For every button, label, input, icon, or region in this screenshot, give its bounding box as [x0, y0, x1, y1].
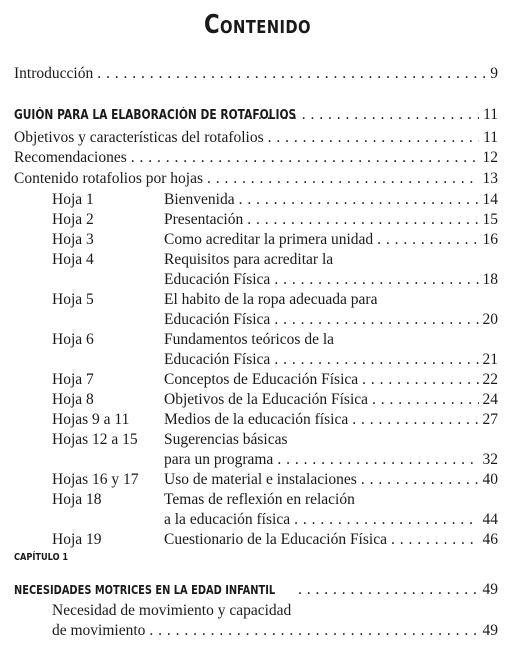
toc-entry-necesidad-movimiento[interactable]: [52, 621, 498, 641]
toc-page-number: 9: [490, 65, 498, 82]
sheet-name: Hoja 3: [52, 231, 94, 248]
sheet-name: Hoja 1: [52, 191, 94, 208]
sheet-title-line2: para un programa: [164, 451, 274, 468]
sheet-title-line2: Educación Física: [164, 311, 271, 328]
toc-page-number: 12: [482, 149, 498, 166]
sheet-name: Hoja 5: [52, 291, 94, 308]
toc-entry-label: Recomendaciones: [14, 149, 127, 166]
sheet-name: Hojas 12 a 15: [52, 431, 138, 448]
toc-page-number: 46: [482, 531, 498, 548]
toc-entry-sheet[interactable]: [164, 390, 498, 410]
sheet-title: Bienvenida: [164, 191, 235, 208]
toc-section-guion[interactable]: [14, 105, 498, 125]
dot-leader: [149, 621, 478, 641]
sheet-name: Hoja 19: [52, 531, 102, 548]
toc-section-label: NECESIDADES MOTRICES EN LA EDAD INFANTIL: [14, 583, 276, 597]
sheet-title-line1: Requisitos para acreditar la: [164, 251, 334, 268]
dot-leader: [372, 390, 478, 410]
dot-leader: [377, 230, 478, 250]
toc-page-number: 11: [483, 129, 498, 146]
toc-entry-sheet[interactable]: [164, 450, 498, 470]
dot-leader: [131, 148, 479, 168]
dot-leader: [274, 350, 478, 370]
toc-page-number: 14: [482, 191, 498, 208]
dot-leader: [247, 210, 478, 230]
sheet-name: Hoja 18: [52, 491, 102, 508]
sheet-title-line1: Temas de reflexión en relación: [164, 491, 355, 508]
sheet-name: Hoja 6: [52, 331, 94, 348]
toc-page-number: 11: [483, 106, 498, 123]
sheet-name: Hoja 7: [52, 371, 94, 388]
toc-entry-label-line1: Necesidad de movimiento y capacidad: [52, 602, 292, 619]
toc-entry-label-line2: de movimiento: [52, 622, 146, 639]
toc-page-number: 15: [482, 211, 498, 228]
sheet-title-line2: Educación Física: [164, 351, 271, 368]
dot-leader: [362, 370, 478, 390]
toc-page-number: 40: [482, 471, 498, 488]
toc-page-number: 44: [482, 511, 498, 528]
dot-leader: [294, 510, 478, 530]
toc-page-number: 24: [482, 391, 498, 408]
toc-entry-sheet[interactable]: [164, 350, 498, 370]
toc-entry-sheet[interactable]: [164, 270, 498, 290]
chapter-heading: [14, 548, 214, 568]
sheet-title-line1: El habito de la ropa adecuada para: [164, 291, 378, 308]
dot-leader: [97, 64, 486, 84]
dot-leader: [274, 270, 478, 290]
sheet-title: Objetivos de la Educación Física: [164, 391, 369, 408]
toc-page-number: 20: [482, 311, 498, 328]
toc-entry-label: Introducción: [14, 65, 94, 82]
toc-page-number: 13: [482, 170, 498, 187]
toc-entry-introduccion[interactable]: [14, 64, 498, 84]
sheet-title: Cuestionario de la Educación Física: [164, 531, 387, 548]
sheet-title-line2: a la educación física: [164, 511, 291, 528]
toc-entry-sheet[interactable]: [164, 230, 498, 250]
sheet-title: Uso de material e instalaciones: [164, 471, 357, 488]
sheet-title: Presentación: [164, 211, 244, 228]
dot-leader: [361, 470, 479, 490]
page-title: Contenido: [203, 10, 312, 40]
chapter-label: CAPÍTULO 1: [14, 552, 69, 563]
toc-entry-sheet[interactable]: [164, 210, 498, 230]
sheet-title: Medios de la educación física: [164, 411, 349, 428]
sheet-title-line1: Sugerencias básicas: [164, 431, 288, 448]
dot-leader: [277, 450, 478, 470]
toc-page-number: 49: [482, 581, 498, 598]
sheet-title: Como acreditar la primera unidad: [164, 231, 374, 248]
sheet-name: Hoja 2: [52, 211, 94, 228]
toc-page-number: 27: [482, 411, 498, 428]
toc-section-label: GUIÓN PARA LA ELABORACIÓN DE ROTAFOLIOS: [14, 108, 297, 123]
dot-leader: [268, 128, 479, 148]
toc-entry-objetivos[interactable]: [14, 128, 498, 148]
toc-page-number: 32: [482, 451, 498, 468]
dot-leader: [298, 580, 479, 600]
dot-leader: [391, 530, 479, 550]
toc-page-number: 16: [482, 231, 498, 248]
toc-page-number: 22: [482, 371, 498, 388]
sheet-name: Hojas 16 y 17: [52, 471, 139, 488]
toc-entry-sheet[interactable]: [164, 410, 498, 430]
toc-entry-recomendaciones[interactable]: [14, 148, 498, 168]
sheet-name: Hoja 4: [52, 251, 94, 268]
toc-entry-label: Objetivos y características del rotafolios: [14, 129, 264, 146]
dot-leader: [239, 190, 479, 210]
toc-entry-sheet[interactable]: [164, 190, 498, 210]
sheet-title: Conceptos de Educación Física: [164, 371, 359, 388]
sheet-name: Hojas 9 a 11: [52, 411, 130, 428]
sheet-title-line1: Fundamentos teóricos de la: [164, 331, 335, 348]
toc-page-number: 49: [482, 622, 498, 639]
toc-entry-sheet[interactable]: [164, 510, 498, 530]
toc-entry-sheet[interactable]: [164, 310, 498, 330]
toc-entry-sheet[interactable]: [164, 530, 498, 550]
toc-section-necesidades[interactable]: [14, 580, 498, 600]
toc-entry-sheet[interactable]: [164, 370, 498, 390]
dot-leader: [207, 169, 479, 189]
sheet-title-line2: Educación Física: [164, 271, 271, 288]
toc-entry-label: Contenido rotafolios por hojas: [14, 170, 203, 187]
toc-entry-contenido-hojas[interactable]: [14, 169, 498, 189]
toc-entry-sheet[interactable]: [164, 470, 498, 490]
dot-leader: [274, 310, 478, 330]
toc-page-number: 18: [482, 271, 498, 288]
toc-page-number: 21: [482, 351, 498, 368]
sheet-name: Hoja 8: [52, 391, 94, 408]
dot-leader: [352, 410, 478, 430]
